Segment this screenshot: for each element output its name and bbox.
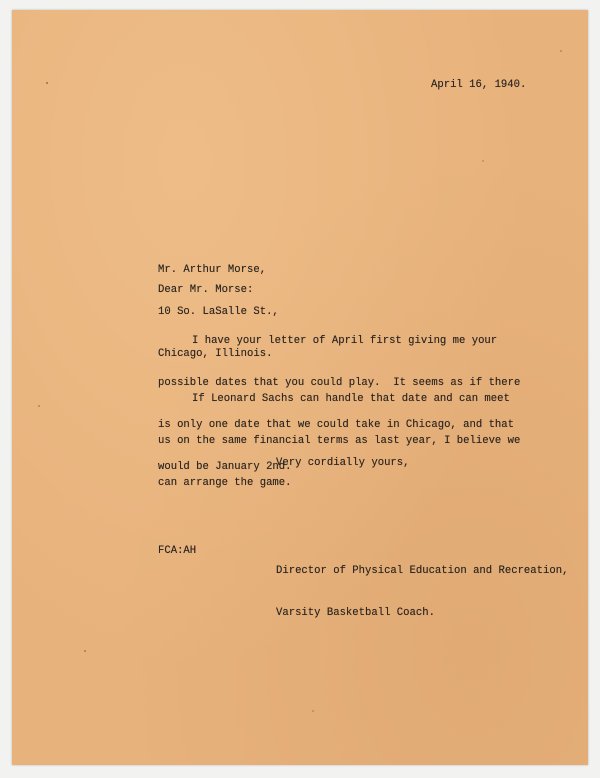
recipient-street: 10 So. LaSalle St., — [158, 306, 279, 318]
paragraph-line: can arrange the game. — [158, 477, 292, 489]
paragraph-line: us on the same financial terms as last year, I believe we — [158, 435, 521, 447]
paragraph-line: I have your letter of April first giving me your — [192, 335, 498, 347]
paragraph-line: is only one date that we could take in Chicago, and that — [158, 419, 515, 431]
recipient-name: Mr. Arthur Morse, — [158, 264, 267, 276]
paper-speck — [46, 82, 48, 84]
paper-speck — [482, 160, 484, 162]
recipient-city: Chicago, Illinois. — [158, 348, 273, 360]
typist-initials: FCA:AH — [158, 545, 197, 557]
signature-title-2: Varsity Basketball Coach. — [276, 607, 435, 619]
letter-page — [12, 10, 588, 765]
paper-speck — [560, 50, 562, 52]
paper-speck — [38, 405, 40, 407]
paper-speck — [84, 650, 86, 652]
paper-speck — [312, 710, 314, 712]
salutation: Dear Mr. Morse: — [158, 284, 254, 296]
paragraph-line: would be January 2nd. — [158, 461, 292, 473]
signature-title-1: Director of Physical Education and Recreation, — [276, 565, 569, 577]
paragraph-line: possible dates that you could play. It seems as if there — [158, 377, 521, 389]
closing: Very cordially yours, — [276, 457, 410, 469]
body-paragraph-2 — [158, 364, 520, 518]
paragraph-line: If Leonard Sachs can handle that date and can meet — [192, 393, 510, 405]
signature-block — [276, 536, 568, 648]
letter-date: April 16, 1940. — [431, 79, 527, 91]
